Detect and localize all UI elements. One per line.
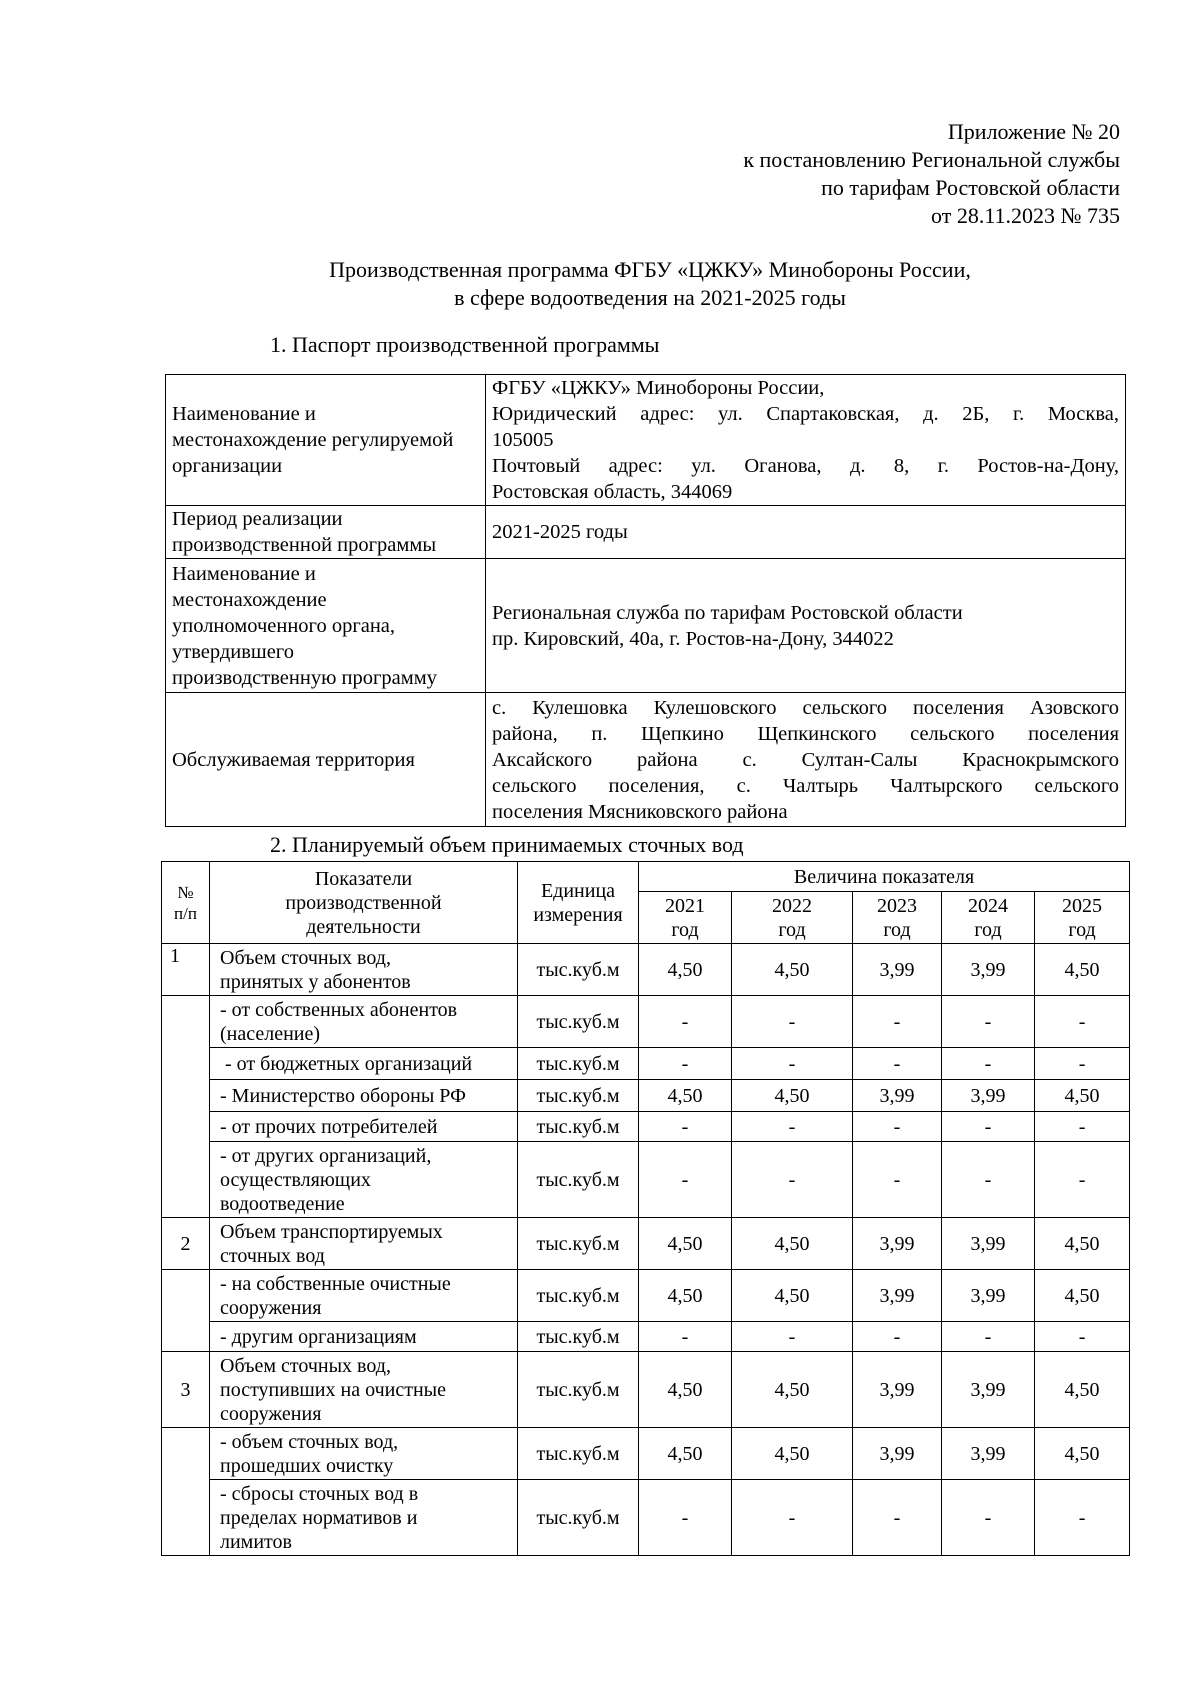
row-number: 2 [162,1218,210,1270]
appendix-line: по тарифам Ростовской области [821,175,1120,200]
row-value: 4,50 [1035,944,1130,996]
row-indicator: - от собственных абонентов (население) [210,996,518,1048]
header-year: 2023 год [853,892,942,944]
row-value: 3,99 [942,1080,1035,1112]
row-indicator: - объем сточных вод, прошедших очистку [210,1428,518,1480]
row-value: 4,50 [732,1080,853,1112]
appendix-line: Приложение № 20 [947,119,1120,144]
table-row [162,1142,1130,1218]
row-value: 4,50 [639,1080,732,1112]
row-value: - [942,1142,1035,1218]
row-value: 3,99 [853,1428,942,1480]
section-2-heading: 2. Планируемый объем принимаемых сточных вод [270,832,744,857]
passport-label: Наименование и местонахождение регулируемой организации [166,375,486,506]
row-value: 4,50 [732,1270,853,1322]
row-value: 3,99 [853,944,942,996]
row-value: 4,50 [639,1428,732,1480]
row-number [162,1270,210,1352]
table-row [162,1270,1130,1322]
program-title [160,256,1140,312]
row-value: - [853,996,942,1048]
row-indicator: - на собственные очистные сооружения [210,1270,518,1322]
row-value: 3,99 [942,1270,1035,1322]
table-row [162,1218,1130,1270]
row-value: 4,50 [1035,1080,1130,1112]
passport-value: 2021-2025 годы [486,506,1126,559]
row-value: - [942,1322,1035,1352]
row-value: 3,99 [853,1352,942,1428]
row-value: 4,50 [1035,1270,1130,1322]
passport-table [165,374,1126,827]
row-number: 1 [162,944,210,996]
table-row [162,1322,1130,1352]
row-value: - [639,1048,732,1080]
row-value: - [942,1112,1035,1142]
row-value: 4,50 [732,944,853,996]
row-value: - [732,1480,853,1556]
table-row [162,1480,1130,1556]
row-value: - [853,1322,942,1352]
passport-row-territory [166,693,1126,827]
row-indicator: - Министерство обороны РФ [210,1080,518,1112]
row-value: 3,99 [942,1218,1035,1270]
row-value: 4,50 [1035,1428,1130,1480]
row-value: - [853,1142,942,1218]
row-value: - [1035,1112,1130,1142]
row-value: 3,99 [853,1270,942,1322]
row-value: 4,50 [639,1218,732,1270]
row-value: - [732,1142,853,1218]
title-line: Производственная программа ФГБУ «ЦЖКУ» Минобороны России, [329,257,971,282]
appendix-line: от 28.11.2023 № 735 [931,203,1120,228]
appendix-reference [743,118,1120,230]
row-value: 4,50 [732,1218,853,1270]
row-value: - [732,1112,853,1142]
row-unit: тыс.куб.м [518,1112,639,1142]
row-value: 3,99 [853,1218,942,1270]
row-value: - [853,1048,942,1080]
header-year: 2021 год [639,892,732,944]
header-year: 2025 год [1035,892,1130,944]
passport-row-organization [166,375,1126,506]
row-value: - [639,1322,732,1352]
row-unit: тыс.куб.м [518,996,639,1048]
row-indicator: - от других организаций, осуществляющих водоотведение [210,1142,518,1218]
row-value: 4,50 [1035,1218,1130,1270]
row-indicator: - от прочих потребителей [210,1112,518,1142]
title-line: в сфере водоотведения на 2021-2025 годы [454,285,846,310]
row-unit: тыс.куб.м [518,1270,639,1322]
row-indicator: Объем транспортируемых сточных вод [210,1218,518,1270]
row-unit: тыс.куб.м [518,1428,639,1480]
row-value: - [639,996,732,1048]
row-value: 4,50 [639,944,732,996]
table-row [162,944,1130,996]
table-row [162,996,1130,1048]
row-number [162,996,210,1218]
table-row [162,1080,1130,1112]
row-unit: тыс.куб.м [518,1080,639,1112]
row-unit: тыс.куб.м [518,1142,639,1218]
row-value: - [942,996,1035,1048]
row-value: - [639,1480,732,1556]
row-unit: тыс.куб.м [518,944,639,996]
row-number [162,1428,210,1556]
row-indicator: Объем сточных вод, принятых у абонентов [210,944,518,996]
row-unit: тыс.куб.м [518,1322,639,1352]
row-value: - [853,1112,942,1142]
table-row [162,1352,1130,1428]
row-value: - [853,1480,942,1556]
table-row [162,1428,1130,1480]
row-value: - [639,1142,732,1218]
row-value: 4,50 [1035,1352,1130,1428]
row-indicator: - сбросы сточных вод в пределах нормативов и лимитов [210,1480,518,1556]
passport-row-authority [166,559,1126,693]
row-value: - [942,1048,1035,1080]
header-unit: Единица измерения [518,862,639,944]
row-value: 3,99 [942,1352,1035,1428]
passport-value: ФГБУ «ЦЖКУ» Минобороны России, Юридический адрес: ул. Спартаковская, д. 2Б, г. Москва, 105005 Почтовый адрес: ул. Оганова, д. 8, г. Ростов-на-Дону, Ростовская область, 344069 [486,375,1126,506]
header-year: 2024 год [942,892,1035,944]
table-row [162,1112,1130,1142]
row-value: 4,50 [639,1270,732,1322]
row-value: - [942,1480,1035,1556]
section-1-heading: 1. Паспорт производственной программы [270,332,660,357]
row-indicator: Объем сточных вод, поступивших на очистные сооружения [210,1352,518,1428]
header-value-group: Величина показателя [639,862,1130,892]
row-value: - [1035,1048,1130,1080]
row-indicator: - другим организациям [210,1322,518,1352]
passport-label: Наименование и местонахождение уполномоченного органа, утвердившего производственную программу [166,559,486,693]
row-unit: тыс.куб.м [518,1218,639,1270]
row-number: 3 [162,1352,210,1428]
row-value: - [732,1048,853,1080]
table-header-row [162,862,1130,892]
passport-value: с. Кулешовка Кулешовского сельского поселения Азовского района, п. Щепкино Щепкинского сельского поселения Аксайского района с. Султан-Салы Краснокрымского сельского поселения, с. Чалтырь Чалтырского сельского поселения Мясниковского района [486,693,1126,827]
row-value: - [732,1322,853,1352]
row-value: - [1035,996,1130,1048]
row-value: 3,99 [853,1080,942,1112]
row-value: - [1035,1322,1130,1352]
row-value: - [732,996,853,1048]
passport-row-period [166,506,1126,559]
row-indicator: - от бюджетных организаций [210,1048,518,1080]
row-value: 3,99 [942,944,1035,996]
header-num: № п/п [162,862,210,944]
header-indicator: Показатели производственной деятельности [210,862,518,944]
row-unit: тыс.куб.м [518,1480,639,1556]
header-year: 2022 год [732,892,853,944]
appendix-line: к постановлению Региональной службы [743,147,1120,172]
row-value: 3,99 [942,1428,1035,1480]
row-value: - [639,1112,732,1142]
row-value: - [1035,1142,1130,1218]
row-value: 4,50 [732,1352,853,1428]
row-value: 4,50 [732,1428,853,1480]
passport-label: Период реализации производственной программы [166,506,486,559]
passport-value: Региональная служба по тарифам Ростовской области пр. Кировский, 40а, г. Ростов-на-Дону, 344022 [486,559,1126,693]
row-value: 4,50 [639,1352,732,1428]
table-row [162,1048,1130,1080]
row-unit: тыс.куб.м [518,1048,639,1080]
passport-label: Обслуживаемая территория [166,693,486,827]
wastewater-volume-table [161,861,1130,1556]
row-value: - [1035,1480,1130,1556]
row-unit: тыс.куб.м [518,1352,639,1428]
